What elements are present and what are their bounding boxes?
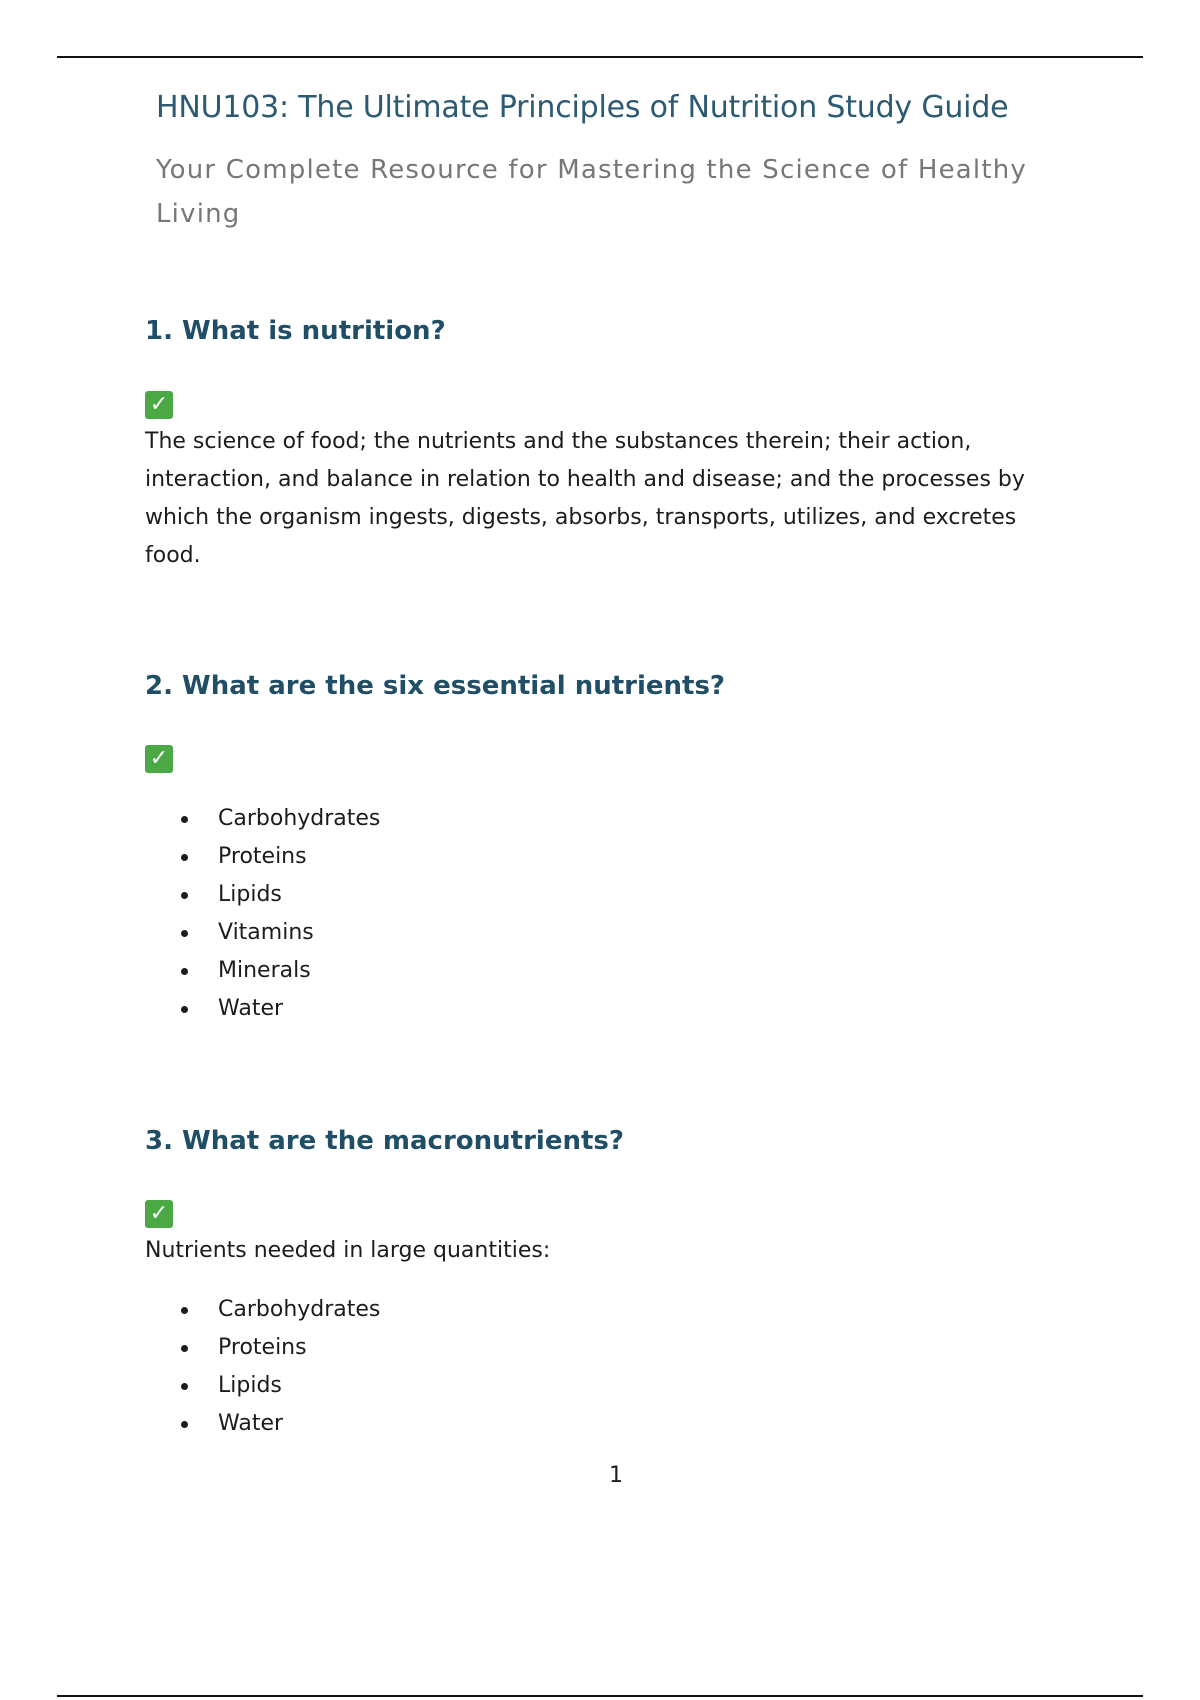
list-item bbox=[145, 1405, 380, 1443]
bullet-dot-icon bbox=[181, 816, 188, 823]
list-item-label: Water bbox=[218, 996, 284, 1021]
list-item-label: Lipids bbox=[218, 1373, 282, 1398]
top-rule bbox=[57, 56, 1143, 58]
bullet-dot-icon bbox=[181, 1421, 188, 1428]
bullet-dot-icon bbox=[181, 968, 188, 975]
bullet-dot-icon bbox=[181, 854, 188, 861]
bullet-dot-icon bbox=[181, 1383, 188, 1390]
list-item bbox=[145, 1367, 380, 1405]
bullet-dot-icon bbox=[181, 1307, 188, 1314]
question-1-heading: 1. What is nutrition? bbox=[145, 316, 446, 346]
document-title: HNU103: The Ultimate Principles of Nutrition Study Guide bbox=[156, 90, 1009, 125]
macronutrient-list bbox=[145, 1291, 380, 1443]
question-1-section bbox=[145, 316, 1075, 568]
list-item bbox=[145, 1291, 380, 1329]
nutrient-list bbox=[145, 800, 380, 1028]
list-item-label: Proteins bbox=[218, 1335, 307, 1360]
list-item-label: Carbohydrates bbox=[218, 806, 381, 831]
bullet-dot-icon bbox=[181, 892, 188, 899]
list-item bbox=[145, 952, 380, 990]
list-item bbox=[145, 876, 380, 914]
question-2-heading: 2. What are the six essential nutrients? bbox=[145, 671, 726, 701]
list-item bbox=[145, 838, 380, 876]
page-number: 1 bbox=[609, 1463, 623, 1488]
list-item-label: Vitamins bbox=[218, 920, 314, 945]
check-mark-button-icon: ✓ bbox=[145, 391, 173, 419]
list-item-label: Carbohydrates bbox=[218, 1297, 381, 1322]
list-item-label: Proteins bbox=[218, 844, 307, 869]
list-item bbox=[145, 800, 380, 838]
bullet-dot-icon bbox=[181, 930, 188, 937]
bottom-rule bbox=[57, 1695, 1143, 1697]
question-3-section bbox=[145, 1126, 1075, 1436]
list-item-label: Lipids bbox=[218, 882, 282, 907]
bullet-dot-icon bbox=[181, 1006, 188, 1013]
list-item bbox=[145, 914, 380, 952]
check-mark-button-icon: ✓ bbox=[145, 1200, 173, 1228]
bullet-dot-icon bbox=[181, 1345, 188, 1352]
list-item-label: Water bbox=[218, 1411, 284, 1436]
list-item bbox=[145, 1329, 380, 1367]
document-subtitle: Your Complete Resource for Mastering the Science of Healthy Living bbox=[156, 155, 1027, 229]
question-3-heading: 3. What are the macronutrients? bbox=[145, 1126, 624, 1156]
check-mark-button-icon: ✓ bbox=[145, 745, 173, 773]
question-3-answer: Nutrients needed in large quantities: bbox=[145, 1238, 551, 1263]
question-2-section bbox=[145, 671, 1075, 1021]
list-item bbox=[145, 990, 380, 1028]
question-1-answer: The science of food; the nutrients and the substances therein; their action, interaction, and balance in relation to health and disease; and the processes by which the organism ingests, digests, absorbs, transports, utilizes, and excretes food. bbox=[145, 429, 1025, 568]
list-item-label: Minerals bbox=[218, 958, 311, 983]
